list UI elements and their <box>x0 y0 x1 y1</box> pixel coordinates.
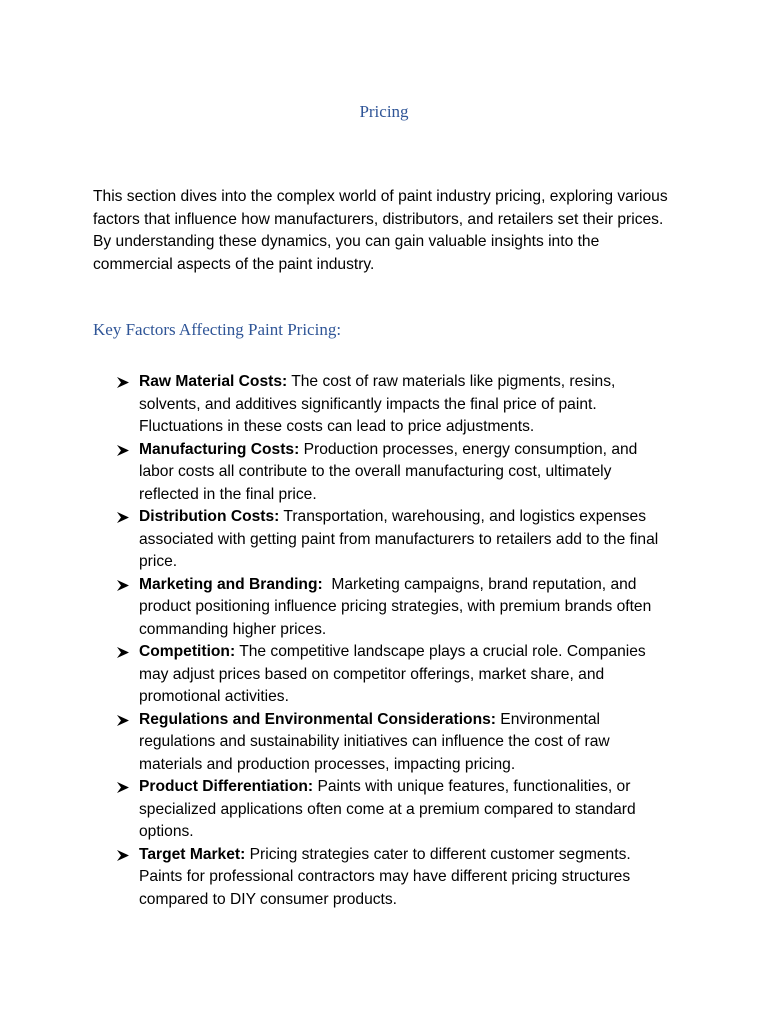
factor-name: Regulations and Environmental Considerations: <box>139 710 496 728</box>
factor-description: The cost of raw materials like pigments, resins, solvents, and additives significantly impacts the final price of paint. Fluctuations in these costs can lead to price adjustments. <box>139 373 620 435</box>
arrowhead-bullet-icon <box>116 646 130 659</box>
list-item <box>0 709 674 777</box>
factor-list <box>0 371 768 911</box>
factor-name: Marketing and Branding: <box>139 575 323 593</box>
factor-name: Product Differentiation: <box>139 778 314 795</box>
page-title: Pricing <box>359 102 409 121</box>
list-item <box>0 506 674 574</box>
factor-description: Paints with unique features, functionalities, or specialized applications often come at a premium compared to standard options. <box>139 778 641 840</box>
arrowhead-bullet-icon <box>116 376 130 389</box>
factor-description: Environmental regulations and sustainability initiatives can influence the cost of raw materials and production processes, impacting pricing. <box>139 710 615 773</box>
list-item <box>0 371 674 439</box>
arrowhead-bullet-icon <box>116 579 130 592</box>
factor-description: Pricing strategies cater to different customer segments. Paints for professional contractors may have different pricing structures compared to DIY consumer products. <box>139 845 636 908</box>
factor-name: Distribution Costs: <box>139 508 280 525</box>
arrowhead-bullet-icon <box>116 781 130 794</box>
intro-paragraph: This section dives into the complex world of paint industry pricing, exploring various factors that influence how manufacturers, distributors, and retailers set their prices. By understanding these dynamics, you can gain valuable insights into the commercial aspects of the paint industry. <box>93 188 668 273</box>
factor-name: Competition: <box>139 643 236 660</box>
arrowhead-bullet-icon <box>116 444 130 457</box>
arrowhead-bullet-icon <box>116 511 130 524</box>
factor-description: Marketing campaigns, brand reputation, and product positioning influence pricing strategies, with premium brands often commanding higher prices. <box>139 575 656 638</box>
arrowhead-bullet-icon <box>116 849 130 862</box>
factor-name: Target Market: <box>139 845 246 863</box>
factor-description: Production processes, energy consumption, and labor costs all contribute to the overall manufacturing cost, ultimately reflected in the final price. <box>139 440 642 503</box>
factor-description: The competitive landscape plays a crucial role. Companies may adjust prices based on competitor offerings, market share, and promotional activities. <box>139 643 651 705</box>
list-item <box>0 439 674 507</box>
arrowhead-bullet-icon <box>116 714 130 727</box>
section-heading: Key Factors Affecting Paint Pricing: <box>93 320 342 339</box>
factor-name: Raw Material Costs: <box>139 373 288 390</box>
factor-name: Manufacturing Costs: <box>139 440 300 458</box>
list-item <box>0 641 674 709</box>
list-item <box>0 776 674 844</box>
factor-description: Transportation, warehousing, and logistics expenses associated with getting paint from manufacturers to retailers add to the final price. <box>139 508 663 570</box>
list-item <box>0 574 674 642</box>
list-item <box>0 844 674 912</box>
